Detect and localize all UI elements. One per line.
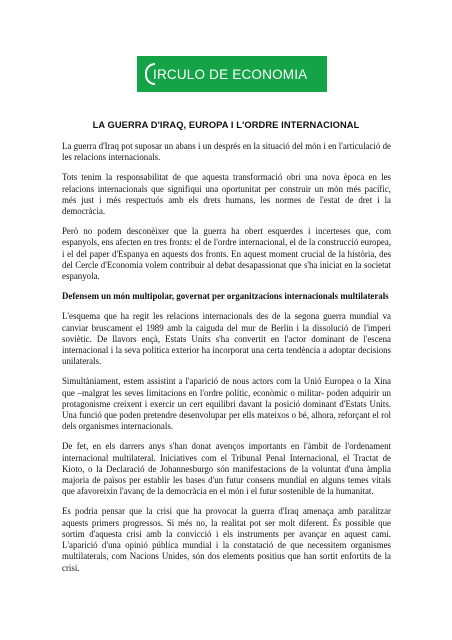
section-paragraph-3: De fet, en els darrers anys s'han donat avenços importants en l'àmbit de l'ordenament internacional multilateral. Iniciatives com el Tribunal Penal Internacional, el Tractat de Kioto, o la Declaració de Johannesburgo són manifestacions de la voluntat d'una àmplia majoria de països per establir les bases d'un futur consens mundial en alguns temes vitals que afavoreixin l'avanç de la democràcia en el món i el futur sostenible de la humanitat. — [62, 441, 391, 497]
section-paragraph-2: Simultàniament, estem assistint a l'aparició de nous actors com la Unió Europea o la Xina que –malgrat les seves limitacions en l'ordre polític, econòmic o militar- poden adquirir un protagonisme creixent i exercir un cert equilibri davant la posició dominant d'Estats Units. Una funció que poden pretendre desenvolupar per ells mateixos o bé, alhora, reforçant el rol dels organismes internacionals. — [62, 376, 391, 432]
paragraph-3: Però no podem desconèixer que la guerra ha obert esquerdes i incerteses que, com espanyols, ens afecten en tres fronts: el de l'ordre internacional, el de la construcció europea, i el del paper d'Espanya en aquests dos fronts. En aquest moment crucial de la història, des del Cercle d'Economia volem contribuir al debat desapassionat que s'ha iniciat en la societat espanyola. — [62, 226, 391, 282]
section-paragraph-1: L'esquema que ha regit les relacions internacionals des de la segona guerra mundial va canviar bruscament el 1989 amb la caiguda del mur de Berlín i la dissolució de l'imperi soviètic. De llavors ençà, Estats Units s'ha convertit en l'actor dominant de l'escena internacional i la seva política exterior ha incorporat una certa tendència a adoptar decisions unilaterals. — [62, 311, 391, 367]
document-body — [62, 141, 391, 583]
circulo-de-economia-logo — [137, 56, 327, 92]
section-heading: Defensem un món multipolar, governat per organitzacions internacionals multilaterals — [62, 291, 389, 302]
section-paragraph-4: Es podria pensar que la crisi que ha provocat la guerra d'Iraq amenaça amb paralitzar aquests primers progressos. Si més no, la realitat pot ser molt diferent. És possible que sortim d'aquesta crisi amb la convicció i els instruments per avançar en aquest camí. L'aparició d'una opinió pública mundial i la constatació de que necessitem organismes multilaterals, com Nacions Unides, són dos elements positius que han sortit enfortits de la crisi. — [62, 506, 391, 573]
paragraph-1: La guerra d'Iraq pot suposar un abans i un després en la situació del món i en l'articulació de les relacions internacionals. — [62, 141, 391, 163]
logo-text: IRCULO DE ECONOMIA — [153, 66, 308, 82]
document-title: LA GUERRA D'IRAQ, EUROPA I L'ORDRE INTERNACIONAL — [92, 120, 360, 130]
paragraph-2: Tots tenim la responsabilitat de que aquesta transformació obri una nova època en les relacions internacionals que signifiqui una oportunitat per construir un món més pacífic, més just i més respectuós amb els drets humans, les normes de l'estat de dret i la democràcia. — [62, 172, 391, 217]
